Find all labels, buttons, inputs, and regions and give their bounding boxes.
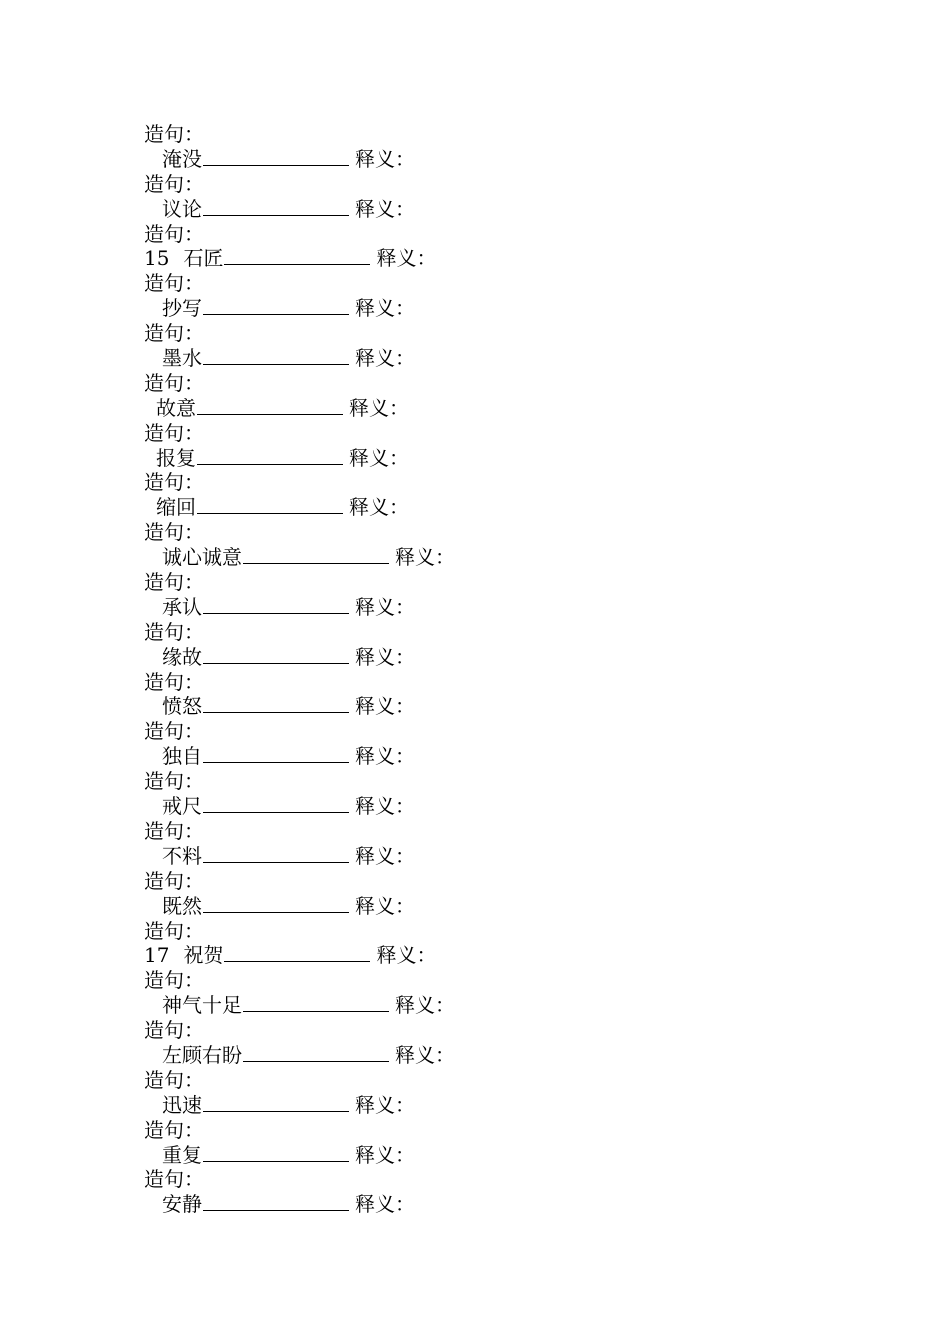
answer-blank[interactable]: [203, 595, 349, 614]
answer-blank[interactable]: [203, 694, 349, 713]
answer-blank[interactable]: [197, 495, 343, 514]
vocab-word: 神气十足: [162, 993, 242, 1018]
meaning-label: 释义：: [376, 246, 437, 271]
answer-blank[interactable]: [203, 1143, 349, 1162]
answer-blank[interactable]: [203, 296, 349, 315]
vocab-word: 迅速: [162, 1092, 202, 1117]
meaning-label: 释义：: [349, 495, 409, 520]
vocab-word: 淹没: [162, 146, 202, 171]
answer-blank[interactable]: [243, 545, 389, 564]
vocab-word: 缘故: [162, 644, 202, 669]
answer-blank[interactable]: [197, 396, 343, 415]
vocab-entry: [144, 545, 844, 570]
meaning-label: 释义：: [355, 146, 415, 171]
vocab-word: 报复: [156, 445, 196, 470]
sentence-label: 造句：: [144, 719, 204, 744]
vocab-word: 缩回: [156, 495, 196, 520]
meaning-label: 释义：: [395, 993, 455, 1018]
answer-blank[interactable]: [203, 346, 349, 365]
vocab-entry: [144, 1043, 844, 1068]
vocab-entry: [144, 147, 844, 172]
answer-blank[interactable]: [224, 943, 370, 962]
sentence-label: 造句：: [144, 619, 204, 644]
vocab-word: 安静: [162, 1192, 202, 1217]
sentence-label: 造句：: [144, 321, 204, 346]
answer-blank[interactable]: [197, 446, 343, 465]
meaning-label: 释义：: [355, 794, 415, 819]
vocab-entry: [144, 943, 844, 968]
vocab-entry: [144, 794, 844, 819]
sentence-label: 造句：: [144, 1018, 204, 1043]
sentence-label: 造句：: [144, 968, 204, 993]
answer-blank[interactable]: [203, 844, 349, 863]
meaning-label: 释义：: [355, 843, 415, 868]
meaning-label: 释义：: [355, 594, 415, 619]
vocab-word: 故意: [156, 395, 196, 420]
sentence-label: 造句：: [144, 918, 204, 943]
vocab-entry: [144, 1192, 844, 1217]
vocab-entry: [144, 495, 844, 520]
vocab-entry: [144, 595, 844, 620]
vocab-word: 不料: [162, 843, 202, 868]
answer-blank[interactable]: [203, 894, 349, 913]
vocab-word: 重复: [162, 1142, 202, 1167]
meaning-label: 释义：: [395, 545, 455, 570]
sentence-label: 造句：: [144, 171, 204, 196]
lesson-number: 17: [144, 943, 170, 968]
meaning-label: 释义：: [355, 893, 415, 918]
vocab-word: 左顾右盼: [162, 1042, 242, 1067]
answer-blank[interactable]: [203, 744, 349, 763]
meaning-label: 释义：: [355, 1142, 415, 1167]
vocab-entry: [144, 694, 844, 719]
meaning-label: 释义：: [349, 445, 409, 470]
meaning-label: 释义：: [355, 644, 415, 669]
sentence-label: 造句：: [144, 1067, 204, 1092]
vocab-word: 议论: [162, 196, 202, 221]
worksheet-page: [144, 122, 844, 1217]
answer-blank[interactable]: [203, 1093, 349, 1112]
vocab-word: 抄写: [162, 296, 202, 321]
answer-blank[interactable]: [203, 197, 349, 216]
vocab-word: 既然: [162, 893, 202, 918]
vocab-word: 承认: [162, 594, 202, 619]
meaning-label: 释义：: [355, 694, 415, 719]
sentence-label: 造句：: [144, 868, 204, 893]
vocab-entry: [144, 645, 844, 670]
vocabulary-list: [144, 147, 844, 1217]
meaning-label: 释义：: [355, 346, 415, 371]
answer-blank[interactable]: [203, 645, 349, 664]
meaning-label: 释义：: [355, 196, 415, 221]
meaning-label: 释义：: [355, 744, 415, 769]
vocab-entry: [144, 246, 844, 271]
meaning-label: 释义：: [355, 1192, 415, 1217]
vocab-word: 愤怒: [162, 694, 202, 719]
vocab-word: 墨水: [162, 346, 202, 371]
answer-blank[interactable]: [243, 1043, 389, 1062]
answer-blank[interactable]: [203, 1192, 349, 1211]
vocab-entry: [144, 296, 844, 321]
vocab-entry: [144, 744, 844, 769]
vocab-word: 诚心诚意: [162, 545, 242, 570]
meaning-label: 释义：: [355, 1092, 415, 1117]
sentence-label: 造句：: [144, 470, 204, 495]
answer-blank[interactable]: [203, 794, 349, 813]
vocab-entry: [144, 197, 844, 222]
sentence-label: 造句：: [144, 271, 204, 296]
sentence-label: 造句：: [144, 669, 204, 694]
vocab-word: 独自: [162, 744, 202, 769]
answer-blank[interactable]: [203, 147, 349, 166]
vocab-word: 戒尺: [162, 794, 202, 819]
vocab-entry: [144, 844, 844, 869]
sentence-label: 造句：: [144, 769, 204, 794]
meaning-label: 释义：: [395, 1042, 455, 1067]
answer-blank[interactable]: [243, 993, 389, 1012]
sentence-label: 造句：: [144, 520, 204, 545]
vocab-entry: [144, 1093, 844, 1118]
sentence-label: 造句：: [144, 122, 204, 146]
vocab-word: 石匠: [183, 246, 224, 271]
vocab-entry: [144, 894, 844, 919]
meaning-label: 释义：: [349, 395, 409, 420]
vocab-entry: [144, 446, 844, 471]
lesson-number: 15: [144, 246, 170, 271]
answer-blank[interactable]: [224, 246, 370, 265]
sentence-label: 造句：: [144, 1117, 204, 1142]
sentence-label: 造句：: [144, 420, 204, 445]
sentence-label: 造句：: [144, 818, 204, 843]
vocab-entry: [144, 993, 844, 1018]
vocab-entry: [144, 396, 844, 421]
vocab-entry: [144, 1143, 844, 1168]
sentence-label: 造句：: [144, 1167, 204, 1192]
meaning-label: 释义：: [376, 943, 437, 968]
vocab-word: 祝贺: [183, 943, 224, 968]
sentence-label: 造句：: [144, 570, 204, 595]
meaning-label: 释义：: [355, 296, 415, 321]
vocab-entry: [144, 346, 844, 371]
sentence-label: 造句：: [144, 370, 204, 395]
sentence-label: 造句：: [144, 221, 204, 246]
